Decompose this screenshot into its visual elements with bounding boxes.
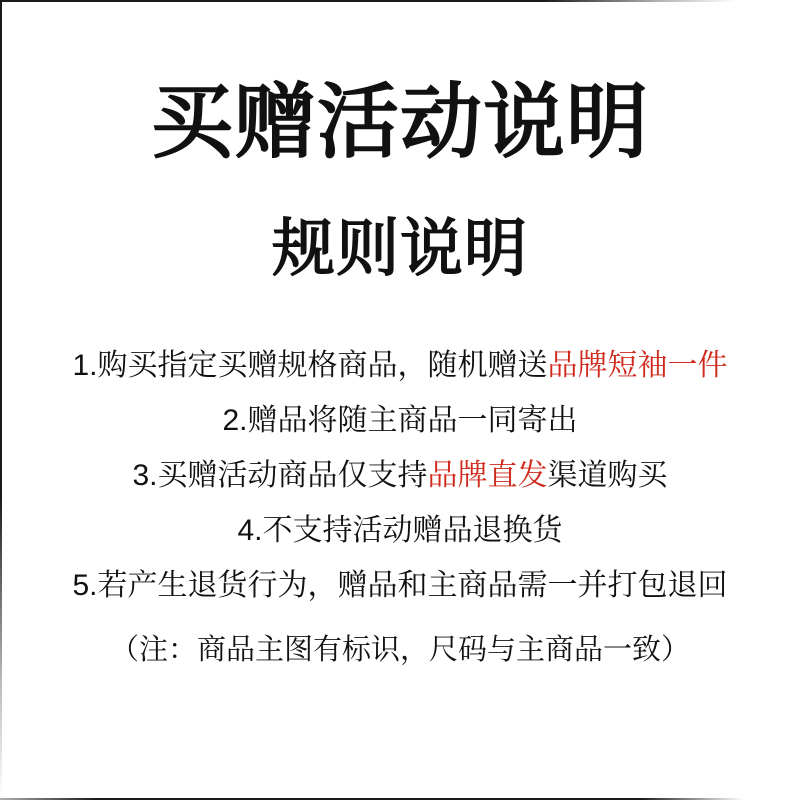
page-title: 买赠活动说明 <box>150 77 649 168</box>
section-subtitle: 规则说明 <box>272 214 528 284</box>
note-line: （注：商品主图有标识，尺码与主商品一致） <box>109 634 690 666</box>
rule-item-5 <box>0 558 800 613</box>
rule-1-text: 1.购买指定买赠规格商品，随机赠送 <box>72 349 548 382</box>
rule-2-text: 2.赠品将随主商品一同寄出 <box>222 404 578 437</box>
rules-list <box>0 338 800 678</box>
rule-4-text: 4.不支持活动赠品退换货 <box>237 514 563 547</box>
rule-3-highlight: 品牌直发 <box>427 459 548 492</box>
rule-item-3 <box>0 448 800 503</box>
rule-3-text-a: 3.买赠活动商品仅支持 <box>132 459 428 492</box>
rule-item-2 <box>0 393 800 448</box>
rule-1-highlight: 品牌短袖一件 <box>547 349 728 382</box>
rule-5-text: 5.若产生退货行为，赠品和主商品需一并打包退回 <box>72 569 728 602</box>
frame-border-top <box>0 0 800 2</box>
rule-item-4 <box>0 503 800 558</box>
rule-item-1 <box>0 338 800 393</box>
rule-3-text-b: 渠道购买 <box>547 459 668 492</box>
